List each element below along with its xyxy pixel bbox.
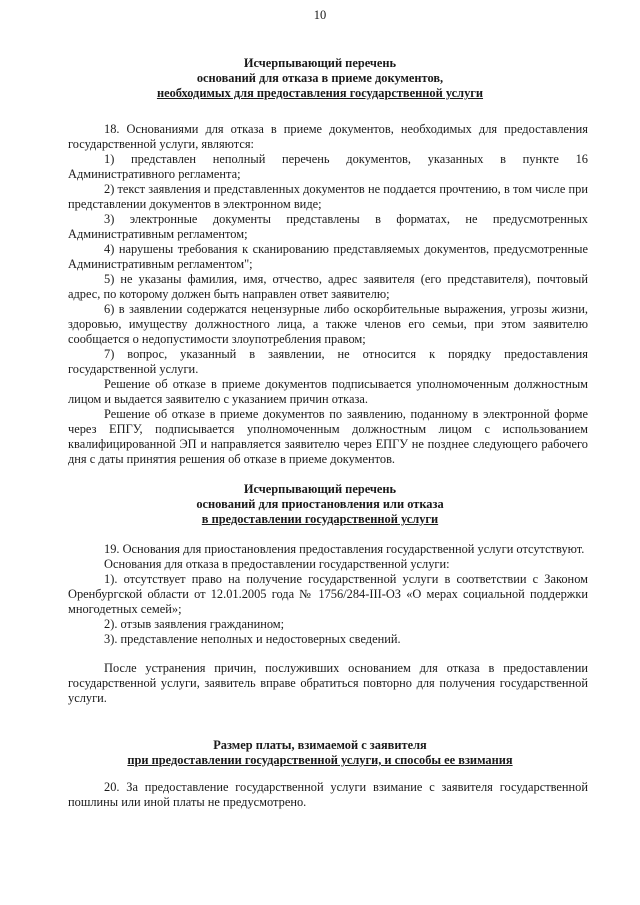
- section-body-rejection-docs: [68, 122, 588, 467]
- list-item: 3). представление неполных и недостоверных сведений.: [104, 632, 401, 646]
- list-item: 5) не указаны фамилия, имя, отчество, адрес заявителя (его представителя), почтовый адрес, по которому должен быть направлен ответ заявителю;: [68, 272, 588, 301]
- heading-line: при предоставлении государственной услуги, и способы ее взимания: [127, 753, 513, 767]
- list-item: 1). отсутствует право на получение государственной услуги в соответствии с Законом Оренбургской области от 12.01.2005 года № 1756/284-III-ОЗ «О мерах социальной поддержки многодетных семей»;: [68, 572, 588, 616]
- heading-line: необходимых для предоставления государственной услуги: [156, 86, 484, 100]
- list-item: 4) нарушены требования к сканированию представляемых документов, предусмотренные Административным регламентом";: [68, 242, 588, 271]
- section-heading-suspension: [0, 482, 640, 527]
- heading-line: Размер платы, взимаемой с заявителя: [213, 738, 427, 752]
- section-body-suspension: [68, 542, 588, 706]
- page-number: 10: [313, 8, 327, 22]
- paragraph: Решение об отказе в приеме документов подписывается уполномоченным должностным лицом и выдается заявителю с указанием причин отказа.: [68, 377, 588, 406]
- paragraph: 19. Основания для приостановления предоставления государственной услуги отсутствуют.: [104, 542, 585, 556]
- list-item: 1) представлен неполный перечень документов, указанных в пункте 16 Административного регламента;: [68, 152, 588, 181]
- list-item: 3) электронные документы представлены в форматах, не предусмотренных Административным регламентом;: [68, 212, 588, 241]
- paragraph: После устранения причин, послуживших основанием для отказа в предоставлении государственной услуги, заявитель вправе обратиться повторно для получения государственной услуги.: [68, 661, 588, 705]
- paragraph: Решение об отказе в приеме документов по заявлению, поданному в электронной форме через ЕПГУ, подписывается уполномоченным должностным лицом с использованием квалифицированной ЭП и направляется заявителю через ЕПГУ не позднее следующего рабочего дня с даты принятия решения об отказе в приеме документов.: [68, 407, 588, 466]
- list-item: 2) текст заявления и представленных документов не поддается прочтению, в том числе при представлении документов в электронном виде;: [68, 182, 588, 211]
- paragraph: 20. За предоставление государственной услуги взимание с заявителя государственной пошлины или иной платы не предусмотрено.: [68, 780, 588, 809]
- heading-line: в предоставлении государственной услуги: [201, 512, 439, 526]
- section-heading-fee: [0, 738, 640, 768]
- paragraph: Основания для отказа в предоставлении государственной услуги:: [104, 557, 450, 571]
- paragraph: 18. Основаниями для отказа в приеме документов, необходимых для предоставления государственной услуги, являются:: [68, 122, 588, 151]
- heading-line: Исчерпывающий перечень: [243, 482, 397, 496]
- heading-line: оснований для приостановления или отказа: [196, 497, 444, 511]
- section-body-fee: [68, 780, 588, 810]
- list-item: 2). отзыв заявления гражданином;: [104, 617, 285, 631]
- heading-line: оснований для отказа в приеме документов,: [196, 71, 444, 85]
- heading-line: Исчерпывающий перечень: [243, 56, 397, 70]
- list-item: 7) вопрос, указанный в заявлении, не относится к порядку предоставления государственной услуги.: [68, 347, 588, 376]
- list-item: 6) в заявлении содержатся нецензурные либо оскорбительные выражения, угрозы жизни, здоровью, имуществу должностного лица, а также членов его семьи, при этом заявителю сообщается о недопустимости злоупотребления правом;: [68, 302, 588, 346]
- section-heading-rejection-docs: [0, 56, 640, 101]
